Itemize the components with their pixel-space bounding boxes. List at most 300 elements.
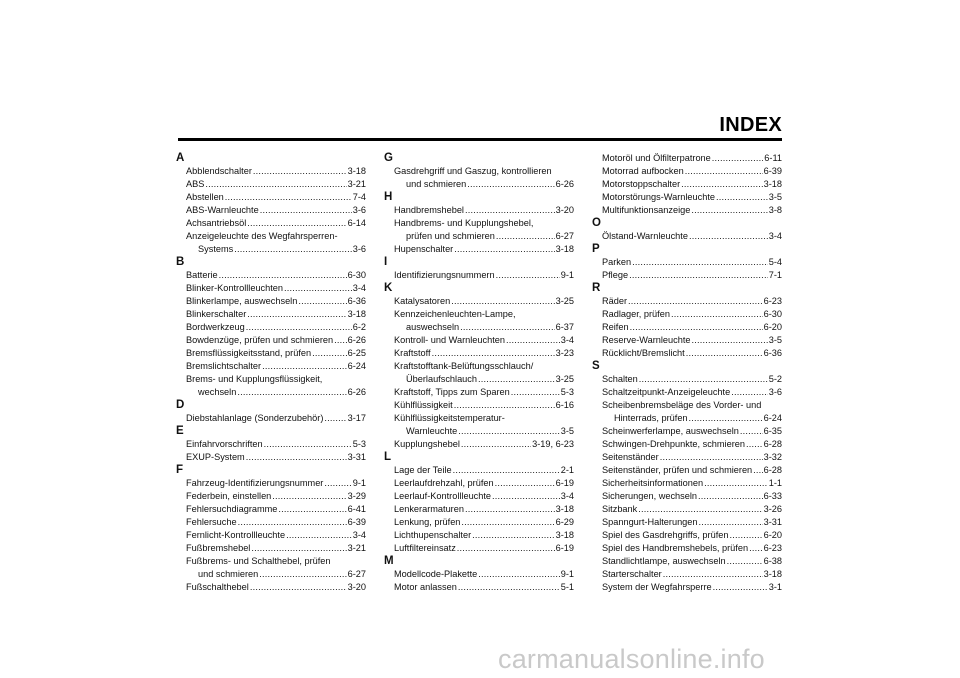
dot-leader	[740, 425, 763, 438]
index-entry	[592, 438, 782, 451]
index-entry	[592, 191, 782, 204]
section-letter: B	[176, 256, 185, 268]
index-entry-text: Achsantriebsöl	[186, 218, 247, 228]
index-entry-page: 3-8	[768, 205, 782, 215]
index-entry-text: Abstellen	[186, 192, 224, 202]
section-letter: A	[176, 152, 185, 164]
dot-leader	[324, 412, 346, 425]
watermark: carmanualsonline.info	[498, 644, 765, 674]
dot-leader	[247, 217, 346, 230]
index-entry-page: 1-1	[768, 478, 782, 488]
index-entry-page: 3-21	[347, 179, 366, 189]
dot-leader	[253, 165, 347, 178]
index-entry-text: Kraftstoff, Tipps zum Sparen	[394, 387, 510, 397]
index-entry	[176, 178, 366, 191]
dot-leader	[731, 386, 768, 399]
index-entry-page: 3-5	[768, 192, 782, 202]
dot-leader	[246, 451, 347, 464]
dot-leader	[264, 438, 352, 451]
index-entry-text: Hupenschalter	[394, 244, 454, 254]
index-entry-text: Blinker-Kontrollleuchten	[186, 283, 284, 293]
index-entry	[592, 178, 782, 191]
index-entry-page: 6-39	[347, 517, 366, 527]
index-entry-page: 6-24	[347, 361, 366, 371]
index-entry	[176, 282, 366, 295]
index-entry-page: 6-26	[347, 335, 366, 345]
index-entry-page: 6-28	[763, 465, 782, 475]
index-entry	[592, 165, 782, 178]
index-entry-text: Seitenständer	[602, 452, 659, 462]
index-entry-text: Kühlflüssigkeitstemperatur-	[394, 413, 505, 423]
index-entry-continuation: Systems	[198, 244, 234, 254]
index-entry-continuation: wechseln	[198, 387, 237, 397]
dot-leader	[334, 334, 347, 347]
index-entry-page: 6-14	[347, 218, 366, 228]
index-entry	[384, 542, 574, 555]
index-entry-text: Anzeigeleuchte des Wegfahrsperren-	[186, 231, 338, 241]
index-entry	[176, 412, 366, 425]
index-entry-text: Diebstahlanlage (Sonderzubehör)	[186, 413, 324, 423]
index-entry	[592, 568, 782, 581]
dot-leader	[689, 230, 768, 243]
index-entry-text: Katalysatoren	[394, 296, 451, 306]
index-entry	[592, 516, 782, 529]
dot-leader	[495, 477, 555, 490]
index-entry-page: 6-2	[352, 322, 366, 332]
dot-leader	[454, 399, 555, 412]
index-entry	[384, 165, 574, 191]
index-entry-text: Motorstoppschalter	[602, 179, 681, 189]
page-title: INDEX	[719, 114, 782, 136]
section-letter: L	[384, 451, 392, 463]
index-entry-page: 3-18	[763, 569, 782, 579]
index-entry-page: 6-27	[555, 231, 574, 241]
index-entry-page: 3-4	[560, 491, 574, 501]
index-entry-page: 3-32	[763, 452, 782, 462]
index-entry	[384, 295, 574, 308]
index-entry	[176, 295, 366, 308]
dot-leader	[727, 555, 763, 568]
dot-leader	[284, 282, 352, 295]
index-entry-page: 3-31	[347, 452, 366, 462]
section-letter: F	[176, 464, 184, 476]
index-entry-text: Reifen	[602, 322, 629, 332]
index-entry-text: Handbremshebel	[394, 205, 464, 215]
index-entry-page: 9-1	[560, 569, 574, 579]
index-entry-page: 6-39	[763, 166, 782, 176]
index-entry-page: 3-1	[768, 582, 782, 592]
dot-leader	[225, 191, 352, 204]
index-entry-text: Reserve-Warnleuchte	[602, 335, 691, 345]
index-entry	[384, 399, 574, 412]
dot-leader	[453, 464, 560, 477]
index-entry	[592, 555, 782, 568]
index-entry-page: 3-26	[763, 504, 782, 514]
dot-leader	[691, 204, 767, 217]
dot-leader	[262, 360, 347, 373]
index-entry-page: 6-36	[347, 296, 366, 306]
dot-leader	[246, 321, 352, 334]
index-entry-page: 3-6	[352, 244, 366, 254]
index-entry-continuation: prüfen und schmieren	[406, 231, 495, 241]
index-entry	[384, 204, 574, 217]
index-entry-text: Kraftstoff	[394, 348, 431, 358]
index-entry-text: Scheibenbremsbeläge des Vorder- und	[602, 400, 762, 410]
section-letter: O	[592, 217, 601, 229]
index-entry-text: Sicherungen, wechseln	[602, 491, 697, 501]
section-letter: S	[592, 360, 600, 372]
dot-leader	[219, 269, 347, 282]
index-entry-text: Gasdrehgriff und Gaszug, kontrollieren	[394, 166, 552, 176]
index-entry-page: 6-27	[347, 569, 366, 579]
dot-leader	[511, 386, 560, 399]
index-entry-text: Seitenständer, prüfen und schmieren	[602, 465, 753, 475]
index-entry-text: Handbrems- und Kupplungshebel,	[394, 218, 534, 228]
index-column-1	[176, 152, 366, 594]
index-entry-text: Fernlicht-Kontrollleuchte	[186, 530, 286, 540]
dot-leader	[632, 256, 768, 269]
dot-leader	[238, 516, 347, 529]
index-entry	[176, 529, 366, 542]
dot-leader	[454, 243, 554, 256]
index-entry-page: 3-4	[768, 231, 782, 241]
index-entry	[592, 321, 782, 334]
index-entry	[384, 334, 574, 347]
index-entry-page: 3-19, 6-23	[532, 439, 574, 449]
index-entry-page: 3-20	[347, 582, 366, 592]
index-entry	[176, 503, 366, 516]
index-entry	[176, 269, 366, 282]
index-entry-text: Identifizierungsnummern	[394, 270, 495, 280]
index-entry	[384, 360, 574, 386]
index-entry-text: Blinkerschalter	[186, 309, 247, 319]
dot-leader	[272, 490, 346, 503]
index-entry	[592, 425, 782, 438]
index-entry	[592, 256, 782, 269]
index-entry-text: Spiel des Gasdrehgriffs, prüfen	[602, 530, 729, 540]
index-entry-page: 3-25	[555, 374, 574, 384]
index-entry-page: 6-24	[763, 413, 782, 423]
index-entry	[592, 373, 782, 386]
dot-leader	[689, 412, 763, 425]
index-entry-page: 6-35	[763, 426, 782, 436]
index-entry-text: EXUP-System	[186, 452, 245, 462]
index-entry	[176, 477, 366, 490]
index-entry-page: 6-25	[347, 348, 366, 358]
dot-leader	[730, 529, 763, 542]
dot-leader	[312, 347, 347, 360]
dot-leader	[451, 295, 554, 308]
dot-leader	[692, 334, 768, 347]
index-entry-text: Modellcode-Plakette	[394, 569, 478, 579]
dot-leader	[259, 568, 346, 581]
index-entry-page: 3-18	[347, 309, 366, 319]
index-entry-text: Fehlersuchdiagramme	[186, 504, 278, 514]
index-entry-page: 5-2	[768, 374, 782, 384]
dot-leader	[461, 516, 554, 529]
dot-leader	[663, 568, 763, 581]
index-entry	[176, 204, 366, 217]
index-entry-page: 6-29	[555, 517, 574, 527]
index-entry-text: Ölstand-Warnleuchte	[602, 231, 688, 241]
index-entry-page: 6-23	[763, 543, 782, 553]
index-entry	[176, 230, 366, 256]
index-entry	[176, 542, 366, 555]
index-entry-page: 3-4	[352, 530, 366, 540]
index-entry-page: 6-26	[347, 387, 366, 397]
index-entry-page: 6-19	[555, 478, 574, 488]
index-entry	[592, 230, 782, 243]
index-entry-page: 3-23	[555, 348, 574, 358]
dot-leader	[205, 178, 346, 191]
index-entry-text: Sitzbank	[602, 504, 638, 514]
index-entry-text: Kennzeichenleuchten-Lampe,	[394, 309, 516, 319]
index-entry-text: Blinkerlampe, auswechseln	[186, 296, 298, 306]
index-entry-page: 6-38	[763, 556, 782, 566]
dot-leader	[324, 477, 351, 490]
index-entry-continuation: und schmieren	[406, 179, 467, 189]
index-entry-text: ABS	[186, 179, 205, 189]
index-entry	[384, 516, 574, 529]
index-entry-page: 2-1	[560, 465, 574, 475]
index-entry-page: 3-18	[555, 530, 574, 540]
index-entry-text: Batterie	[186, 270, 218, 280]
section-letter: R	[592, 282, 601, 294]
index-entry-text: ABS-Warnleuchte	[186, 205, 259, 215]
index-entry-text: Räder	[602, 296, 628, 306]
index-entry	[384, 529, 574, 542]
index-entry-text: Bremsflüssigkeitsstand, prüfen	[186, 348, 312, 358]
dot-leader	[460, 321, 554, 334]
index-entry	[592, 204, 782, 217]
index-entry-page: 3-6	[768, 387, 782, 397]
index-entry	[592, 386, 782, 399]
index-entry-page: 6-23	[763, 296, 782, 306]
index-entry	[176, 191, 366, 204]
index-entry-page: 5-3	[560, 387, 574, 397]
dot-leader	[686, 347, 763, 360]
index-entry-text: Leerlaufdrehzahl, prüfen	[394, 478, 494, 488]
dot-leader	[704, 477, 768, 490]
dot-leader	[461, 438, 531, 451]
index-entry-page: 9-1	[352, 478, 366, 488]
index-entry	[592, 399, 782, 425]
dot-leader	[251, 542, 346, 555]
index-entry-text: Einfahrvorschriften	[186, 439, 263, 449]
index-entry-text: Motor anlassen	[394, 582, 457, 592]
index-entry	[592, 503, 782, 516]
index-entry	[592, 152, 782, 165]
index-entry-text: System der Wegfahrsperre	[602, 582, 712, 592]
dot-leader	[492, 490, 560, 503]
section-letter: K	[384, 282, 393, 294]
index-entry	[384, 243, 574, 256]
dot-leader	[496, 230, 555, 243]
index-entry-page: 3-25	[555, 296, 574, 306]
index-entry-page: 6-36	[763, 348, 782, 358]
section-letter: M	[384, 555, 394, 567]
index-entry-text: Federbein, einstellen	[186, 491, 272, 501]
index-entry-text: Motoröl und Ölfilterpatrone	[602, 153, 711, 163]
index-entry-text: Bremslichtschalter	[186, 361, 262, 371]
dot-leader	[237, 386, 346, 399]
index-entry	[176, 334, 366, 347]
dot-leader	[746, 438, 763, 451]
dot-leader	[716, 191, 768, 204]
index-entry-text: Starterschalter	[602, 569, 662, 579]
index-entry-page: 3-4	[560, 335, 574, 345]
index-entry	[176, 516, 366, 529]
index-entry-text: Lenkerarmaturen	[394, 504, 464, 514]
index-entry-page: 9-1	[560, 270, 574, 280]
index-entry	[176, 347, 366, 360]
index-entry-text: Spiel des Handbremshebels, prüfen	[602, 543, 749, 553]
dot-leader	[699, 516, 763, 529]
section-letter: H	[384, 191, 393, 203]
index-entry	[384, 464, 574, 477]
dot-leader	[685, 165, 763, 178]
index-entry	[176, 321, 366, 334]
index-entry-text: Abblendschalter	[186, 166, 252, 176]
index-entry-page: 3-20	[555, 205, 574, 215]
index-entry	[592, 334, 782, 347]
section-letter: E	[176, 425, 184, 437]
dot-leader	[749, 542, 763, 555]
index-entry-text: Kraftstofftank-Belüftungsschlauch/	[394, 361, 534, 371]
index-entry-page: 3-18	[763, 179, 782, 189]
index-entry	[592, 347, 782, 360]
dot-leader	[671, 308, 763, 321]
index-entry	[176, 555, 366, 581]
index-entry-page: 6-20	[763, 322, 782, 332]
index-entry	[176, 438, 366, 451]
index-entry-text: Kontroll- und Warnleuchten	[394, 335, 505, 345]
index-entry	[176, 165, 366, 178]
dot-leader	[432, 347, 555, 360]
dot-leader	[250, 581, 347, 594]
index-entry-page: 6-33	[763, 491, 782, 501]
index-entry-text: Motorstörungs-Warnleuchte	[602, 192, 716, 202]
index-entry-text: Spanngurt-Halterungen	[602, 517, 698, 527]
dot-leader	[457, 542, 555, 555]
index-entry-continuation: auswechseln	[406, 322, 460, 332]
index-column-2	[384, 152, 574, 594]
section-letter: I	[384, 256, 388, 268]
index-entry-text: Schwingen-Drehpunkte, schmieren	[602, 439, 745, 449]
index-entry-text: Pflege	[602, 270, 629, 280]
dot-leader	[472, 529, 554, 542]
dot-leader	[286, 529, 352, 542]
dot-leader	[278, 503, 346, 516]
index-entry-page: 6-37	[555, 322, 574, 332]
index-entry	[592, 490, 782, 503]
index-entry-continuation: Hinterrads, prüfen	[614, 413, 688, 423]
index-entry-page: 6-30	[763, 309, 782, 319]
index-entry	[384, 490, 574, 503]
dot-leader	[638, 503, 762, 516]
index-entry-page: 3-21	[347, 543, 366, 553]
index-entry-page: 5-4	[768, 257, 782, 267]
index-entry-page: 3-18	[555, 244, 574, 254]
index-entry-page: 6-30	[347, 270, 366, 280]
index-entry	[592, 477, 782, 490]
index-entry	[384, 308, 574, 334]
index-entry-page: 5-3	[352, 439, 366, 449]
index-entry-page: 6-26	[555, 179, 574, 189]
dot-leader	[458, 425, 559, 438]
index-entry	[592, 269, 782, 282]
index-entry	[384, 386, 574, 399]
index-entry-page: 6-41	[347, 504, 366, 514]
index-entry	[384, 347, 574, 360]
index-entry	[384, 412, 574, 438]
title-rule	[178, 138, 782, 141]
index-entry-text: Lichthupenschalter	[394, 530, 472, 540]
index-entry-page: 6-11	[764, 153, 782, 163]
index-entry-page: 3-5	[560, 426, 574, 436]
index-entry-text: Standlichtlampe, auswechseln	[602, 556, 726, 566]
index-entry-page: 3-31	[763, 517, 782, 527]
index-entry	[384, 503, 574, 516]
index-entry	[592, 451, 782, 464]
index-entry-page: 6-28	[763, 439, 782, 449]
index-entry-page: 3-18	[555, 504, 574, 514]
dot-leader	[630, 321, 763, 334]
index-entry-page: 3-17	[347, 413, 366, 423]
index-entry-page: 3-29	[347, 491, 366, 501]
index-entry-text: Kupplungshebel	[394, 439, 460, 449]
dot-leader	[712, 152, 764, 165]
dot-leader	[660, 451, 763, 464]
index-entry	[384, 438, 574, 451]
index-entry	[384, 217, 574, 243]
index-entry-text: Multifunktionsanzeige	[602, 205, 691, 215]
index-entry-page: 6-16	[555, 400, 574, 410]
index-entry-text: Fußbrems- und Schalthebel, prüfen	[186, 556, 331, 566]
index-entry-text: Lage der Teile	[394, 465, 452, 475]
index-entry-text: Radlager, prüfen	[602, 309, 670, 319]
section-letter: P	[592, 243, 600, 255]
index-entry	[592, 529, 782, 542]
section-letter: G	[384, 152, 393, 164]
index-entry	[176, 217, 366, 230]
index-entry	[592, 581, 782, 594]
index-entry	[176, 451, 366, 464]
index-entry-text: Motorrad aufbocken	[602, 166, 684, 176]
section-letter: D	[176, 399, 185, 411]
dot-leader	[629, 269, 768, 282]
dot-leader	[478, 373, 555, 386]
dot-leader	[260, 204, 352, 217]
dot-leader	[753, 464, 762, 477]
index-entry-text: Kühlflüssigkeit	[394, 400, 453, 410]
index-entry-page: 3-6	[352, 205, 366, 215]
dot-leader	[467, 178, 554, 191]
index-entry	[176, 308, 366, 321]
index-entry-text: Schaltzeitpunkt-Anzeigeleuchte	[602, 387, 731, 397]
index-entry-text: Rücklicht/Bremslicht	[602, 348, 685, 358]
index-entry	[384, 477, 574, 490]
index-entry-page: 3-18	[347, 166, 366, 176]
index-entry-text: Bordwerkzeug	[186, 322, 245, 332]
index-entry-text: Leerlauf-Kontrollleuchte	[394, 491, 492, 501]
dot-leader	[298, 295, 346, 308]
index-entry-page: 3-4	[352, 283, 366, 293]
dot-leader	[478, 568, 559, 581]
index-entry-text: Parken	[602, 257, 632, 267]
index-entry-text: Bowdenzüge, prüfen und schmieren	[186, 335, 334, 345]
dot-leader	[506, 334, 560, 347]
